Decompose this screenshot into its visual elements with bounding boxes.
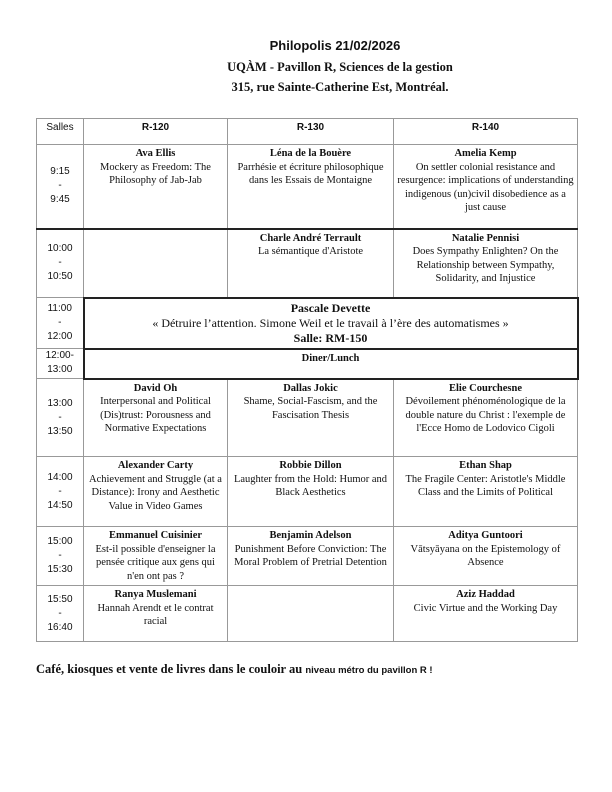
speaker-name: Amelia Kemp bbox=[454, 148, 517, 159]
session-cell bbox=[84, 457, 228, 527]
time-line: 15:30 bbox=[47, 564, 73, 575]
talk-title: Does Sympathy Enlighten? On the Relationship between Sympathy, Solidarity, and Injustice bbox=[412, 246, 559, 284]
time-line: 11:00 bbox=[47, 303, 72, 314]
time-line: - bbox=[58, 411, 62, 423]
time-line: 13:50 bbox=[47, 425, 73, 437]
time-slot bbox=[37, 527, 84, 586]
talk-title: « Détruire l’attention. Simone Weil et le travail à l’ère des automatismes » bbox=[152, 315, 509, 330]
table-row bbox=[37, 145, 578, 229]
talk-title: Punishment Before Conviction: The Moral Problem of Pretrial Detention bbox=[234, 543, 387, 568]
time-line: - bbox=[58, 607, 62, 619]
time-line: 14:50 bbox=[47, 499, 73, 511]
talk-title: Hannah Arendt et le contrat racial bbox=[97, 602, 214, 627]
time-slot bbox=[37, 298, 84, 349]
session-cell bbox=[394, 145, 578, 229]
talk-title: The Fragile Center: Aristotle's Middle Class and the Limits of Political bbox=[405, 473, 566, 498]
time-slot bbox=[37, 457, 84, 527]
session-cell bbox=[228, 527, 394, 586]
time-line: - bbox=[58, 317, 62, 328]
speaker-name: Charle André Terrault bbox=[259, 232, 362, 244]
session-cell bbox=[394, 229, 578, 298]
table-row bbox=[37, 349, 578, 379]
time-line: 14:00 bbox=[47, 471, 73, 483]
time-line: 12:00 bbox=[47, 331, 73, 342]
column-header: R-120 bbox=[84, 119, 228, 145]
time-slot bbox=[37, 145, 84, 229]
speaker-name: Léna de la Bouère bbox=[269, 148, 352, 159]
footer-main: Café, kiosques et vente de livres dans le couloir au bbox=[36, 662, 306, 676]
time-line: - bbox=[58, 550, 62, 561]
session-cell bbox=[394, 586, 578, 642]
session-cell bbox=[228, 379, 394, 457]
break-cell bbox=[84, 349, 578, 379]
speaker-name: Aditya Guntoori bbox=[448, 530, 523, 541]
table-row bbox=[37, 586, 578, 642]
session-cell bbox=[84, 527, 228, 586]
time-line: - bbox=[58, 257, 62, 269]
time-slot bbox=[37, 229, 84, 298]
speaker-name: Natalie Pennisi bbox=[451, 232, 520, 244]
table-row bbox=[37, 229, 578, 298]
talk-title: Vātsyāyana on the Epistemology of Absence bbox=[410, 543, 561, 568]
talk-title: Est-il possible d'enseigner la pensée critique aux gens qui n'en ont pas ? bbox=[95, 543, 216, 582]
talk-title: Parrhésie et écriture philosophique dans les Essais de Montaigne bbox=[237, 161, 384, 186]
room-label: Salle: RM-150 bbox=[293, 330, 368, 345]
speaker-name: Alexander Carty bbox=[117, 460, 194, 471]
time-slot bbox=[37, 586, 84, 642]
speaker-name: Pascale Devette bbox=[290, 300, 371, 315]
keynote-cell bbox=[84, 298, 578, 349]
speaker-name: David Oh bbox=[133, 382, 178, 394]
time-line: - bbox=[58, 180, 62, 192]
talk-title: Mockery as Freedom: The Philosophy of Jab-Jab bbox=[100, 161, 211, 186]
session-cell bbox=[228, 229, 394, 298]
table-row bbox=[37, 379, 578, 457]
speaker-name: Aziz Haddad bbox=[456, 589, 515, 600]
column-header: R-140 bbox=[394, 119, 578, 145]
speaker-name: Benjamin Adelson bbox=[269, 530, 352, 541]
break-label: Diner/Lunch bbox=[301, 352, 360, 364]
speaker-name: Emmanuel Cuisinier bbox=[108, 530, 203, 541]
time-line: 16:40 bbox=[47, 621, 73, 633]
document-title: Philopolis 21/02/2026 bbox=[269, 38, 401, 53]
talk-title: Laughter from the Hold: Humor and Black Aesthetics bbox=[233, 473, 388, 498]
session-cell bbox=[394, 457, 578, 527]
talk-title: Achievement and Struggle (at a Distance): Irony and Aesthetic Value in Video Games bbox=[89, 473, 222, 512]
session-cell bbox=[394, 527, 578, 586]
time-line: 15:00 bbox=[47, 536, 73, 547]
speaker-name: Robbie Dillon bbox=[279, 460, 342, 471]
talk-title: On settler colonial resistance and resurgence: implications of understanding indigenous (un)civil disobedience as a just cause bbox=[397, 161, 574, 213]
time-line: 12:00- bbox=[45, 350, 74, 361]
table-row bbox=[37, 457, 578, 527]
session-cell bbox=[84, 586, 228, 642]
time-line: 9:45 bbox=[50, 194, 70, 206]
time-slot bbox=[37, 349, 84, 379]
talk-title: Interpersonal and Political (Dis)trust: Porousness and Normative Expectations bbox=[100, 396, 211, 434]
address: 315, rue Sainte-Catherine Est, Montréal. bbox=[231, 80, 449, 94]
time-slot bbox=[37, 379, 84, 457]
footer-note bbox=[36, 662, 433, 677]
empty-cell bbox=[84, 229, 228, 298]
column-header: Salles bbox=[37, 119, 84, 145]
table-row bbox=[37, 527, 578, 586]
time-line: 10:50 bbox=[47, 271, 73, 283]
speaker-name: Ethan Shap bbox=[459, 460, 512, 471]
speaker-name: Elie Courchesne bbox=[448, 382, 522, 394]
talk-title: Shame, Social-Fascism, and the Fascisation Thesis bbox=[243, 396, 378, 421]
speaker-name: Ava Ellis bbox=[135, 148, 176, 159]
talk-title: La sémantique d'Aristote bbox=[257, 246, 364, 257]
time-line: 13:00 bbox=[47, 364, 73, 375]
session-cell bbox=[228, 457, 394, 527]
session-cell bbox=[228, 145, 394, 229]
talk-title: Dévoilement phénoménologique de la double nature du Christ : l'exemple de l'Ecce Homo de Lodovico Cigoli bbox=[405, 396, 566, 434]
speaker-name: Dallas Jokic bbox=[283, 382, 338, 394]
venue: UQÀM - Pavillon R, Sciences de la gestion bbox=[227, 60, 453, 74]
session-cell bbox=[394, 379, 578, 457]
column-header: R-130 bbox=[228, 119, 394, 145]
table-row bbox=[37, 298, 578, 349]
header-row bbox=[37, 119, 578, 145]
time-line: 10:00 bbox=[47, 243, 73, 255]
session-cell bbox=[84, 379, 228, 457]
talk-title: Civic Virtue and the Working Day bbox=[413, 602, 558, 614]
time-line: 13:00 bbox=[47, 397, 73, 409]
session-cell bbox=[84, 145, 228, 229]
time-line: - bbox=[58, 485, 62, 497]
time-line: 9:15 bbox=[50, 166, 70, 178]
time-line: 15:50 bbox=[47, 593, 73, 605]
footer-small: niveau métro du pavillon R ! bbox=[305, 665, 433, 676]
empty-cell bbox=[228, 586, 394, 642]
speaker-name: Ranya Muslemani bbox=[114, 589, 197, 600]
schedule-table bbox=[36, 118, 579, 642]
